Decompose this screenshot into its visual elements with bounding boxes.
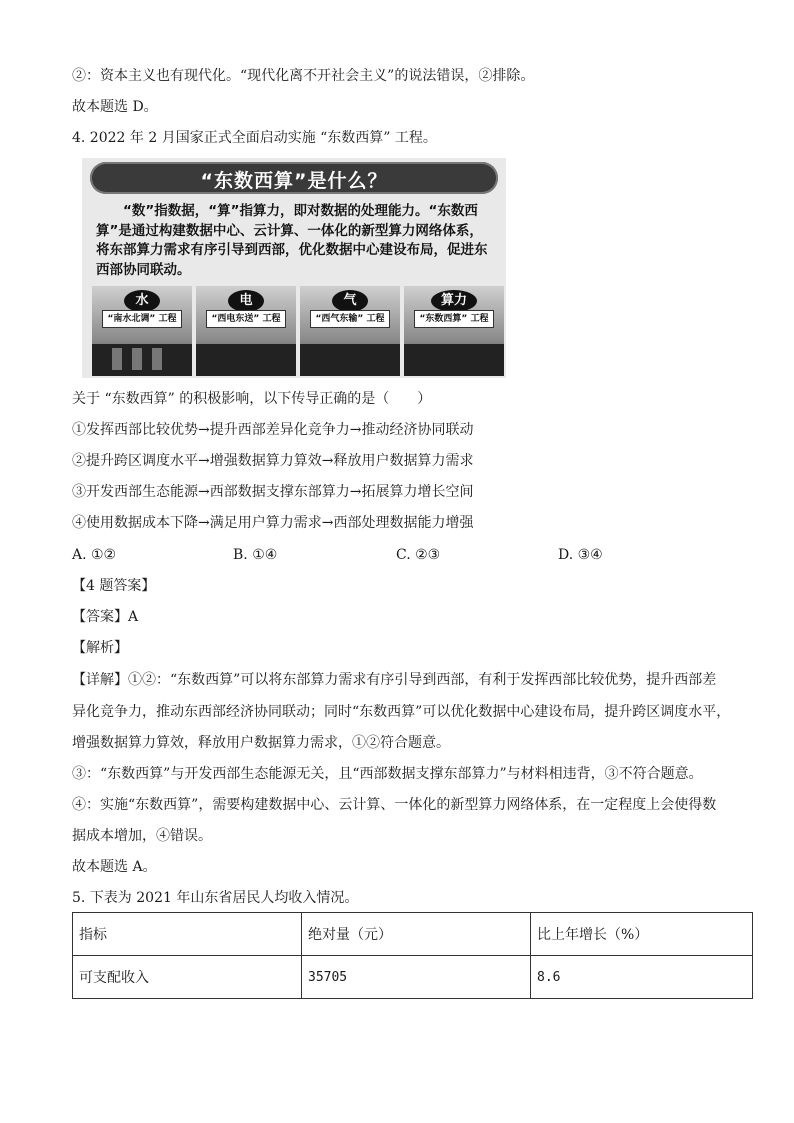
table-header-row xyxy=(73,913,753,956)
panel-badge: 气 xyxy=(332,290,368,312)
option-b: B. ①④ xyxy=(233,547,278,563)
panel-badge: 电 xyxy=(228,290,264,312)
table-header-cell: 绝对量（元） xyxy=(302,913,531,956)
question-stem: 4. 2022 年 2 月国家正式全面启动实施 “东数西算” 工程。 xyxy=(72,130,437,146)
detail-line: 据成本增加，④错误。 xyxy=(72,828,212,844)
panel-badge: 算力 xyxy=(431,290,477,312)
table-cell: 可支配收入 xyxy=(73,956,302,999)
figure-text xyxy=(96,202,492,280)
analysis-label: 【解析】 xyxy=(72,640,128,656)
answer-label: 【答案】A xyxy=(72,609,139,625)
question-item: ③开发西部生态能源→西部数据支撑东部算力→拓展算力增长空间 xyxy=(72,484,474,500)
panel-water xyxy=(92,286,192,376)
text-line: 故本题选 D。 xyxy=(72,99,158,115)
text-line: ②：资本主义也有现代化。“现代化离不开社会主义”的说法错误，②排除。 xyxy=(72,68,535,84)
question-item: ④使用数据成本下降→满足用户算力需求→西部处理数据能力增强 xyxy=(72,515,474,531)
option-d: D. ③④ xyxy=(558,547,603,563)
detail-line: 异化竞争力，推动东西部经济协同联动；同时“东数西算”可以优化数据中心建设布局，提升跨区调度水平， xyxy=(72,704,731,720)
detail-line: ④：实施“东数西算”，需要构建数据中心、云计算、一体化的新型算力网络体系，在一定程度上会使得数 xyxy=(72,797,717,813)
panel-caption: “东数西算” 工程 xyxy=(414,310,494,328)
question-stem: 5. 下表为 2021 年山东省居民人均收入情况。 xyxy=(72,890,359,906)
table-header-cell: 比上年增长（%） xyxy=(531,913,753,956)
option-a: A. ①② xyxy=(72,547,117,563)
figure-title: “东数西算”是什么？ xyxy=(200,170,388,192)
table-header-cell: 指标 xyxy=(73,913,302,956)
figure-image xyxy=(82,158,506,378)
conclusion-line: 故本题选 A。 xyxy=(72,859,157,875)
figure-title-bar xyxy=(90,162,498,194)
panel-caption: “西气东输” 工程 xyxy=(310,310,390,328)
panel-gas xyxy=(300,286,400,376)
table-row xyxy=(73,956,753,999)
detail-line: ③：“东数西算”与开发西部生态能源无关，且“西部数据支撑东部算力”与材料相违背，③不符合题意。 xyxy=(72,766,703,782)
income-table xyxy=(72,912,753,999)
table-cell: 35705 xyxy=(302,956,531,999)
figure-paragraph: “数”指数据，“算”指算力，即对数据的处理能力。“东数西算”是通过构建数据中心、云计算、一体化的新型算力网络体系，将东部算力需求有序引导到西部，优化数据中心建设布局，促进东西部协同联动。 xyxy=(96,203,488,278)
answer-section-label: 【4 题答案】 xyxy=(72,578,156,594)
panel-electric xyxy=(196,286,296,376)
detail-line: 增强数据算力算效，释放用户数据算力需求，①②符合题意。 xyxy=(72,735,450,751)
panel-caption: “南水北调” 工程 xyxy=(102,310,182,328)
panel-caption: “西电东送” 工程 xyxy=(206,310,286,328)
panel-compute xyxy=(404,286,504,376)
question-item: ①发挥西部比较优势→提升西部差异化竞争力→推动经济协同联动 xyxy=(72,422,474,438)
option-c: C. ②③ xyxy=(396,547,441,563)
figure-panels xyxy=(86,286,506,378)
table-cell: 8.6 xyxy=(531,956,753,999)
question-prompt: 关于 “东数西算” 的积极影响，以下传导正确的是（ ） xyxy=(72,391,432,407)
question-item: ②提升跨区调度水平→增强数据算力算效→释放用户数据算力需求 xyxy=(72,453,474,469)
detail-line: 【详解】①②：“东数西算”可以将东部算力需求有序引导到西部，有利于发挥西部比较优势，提升西部差 xyxy=(72,672,717,688)
panel-badge: 水 xyxy=(124,290,160,312)
